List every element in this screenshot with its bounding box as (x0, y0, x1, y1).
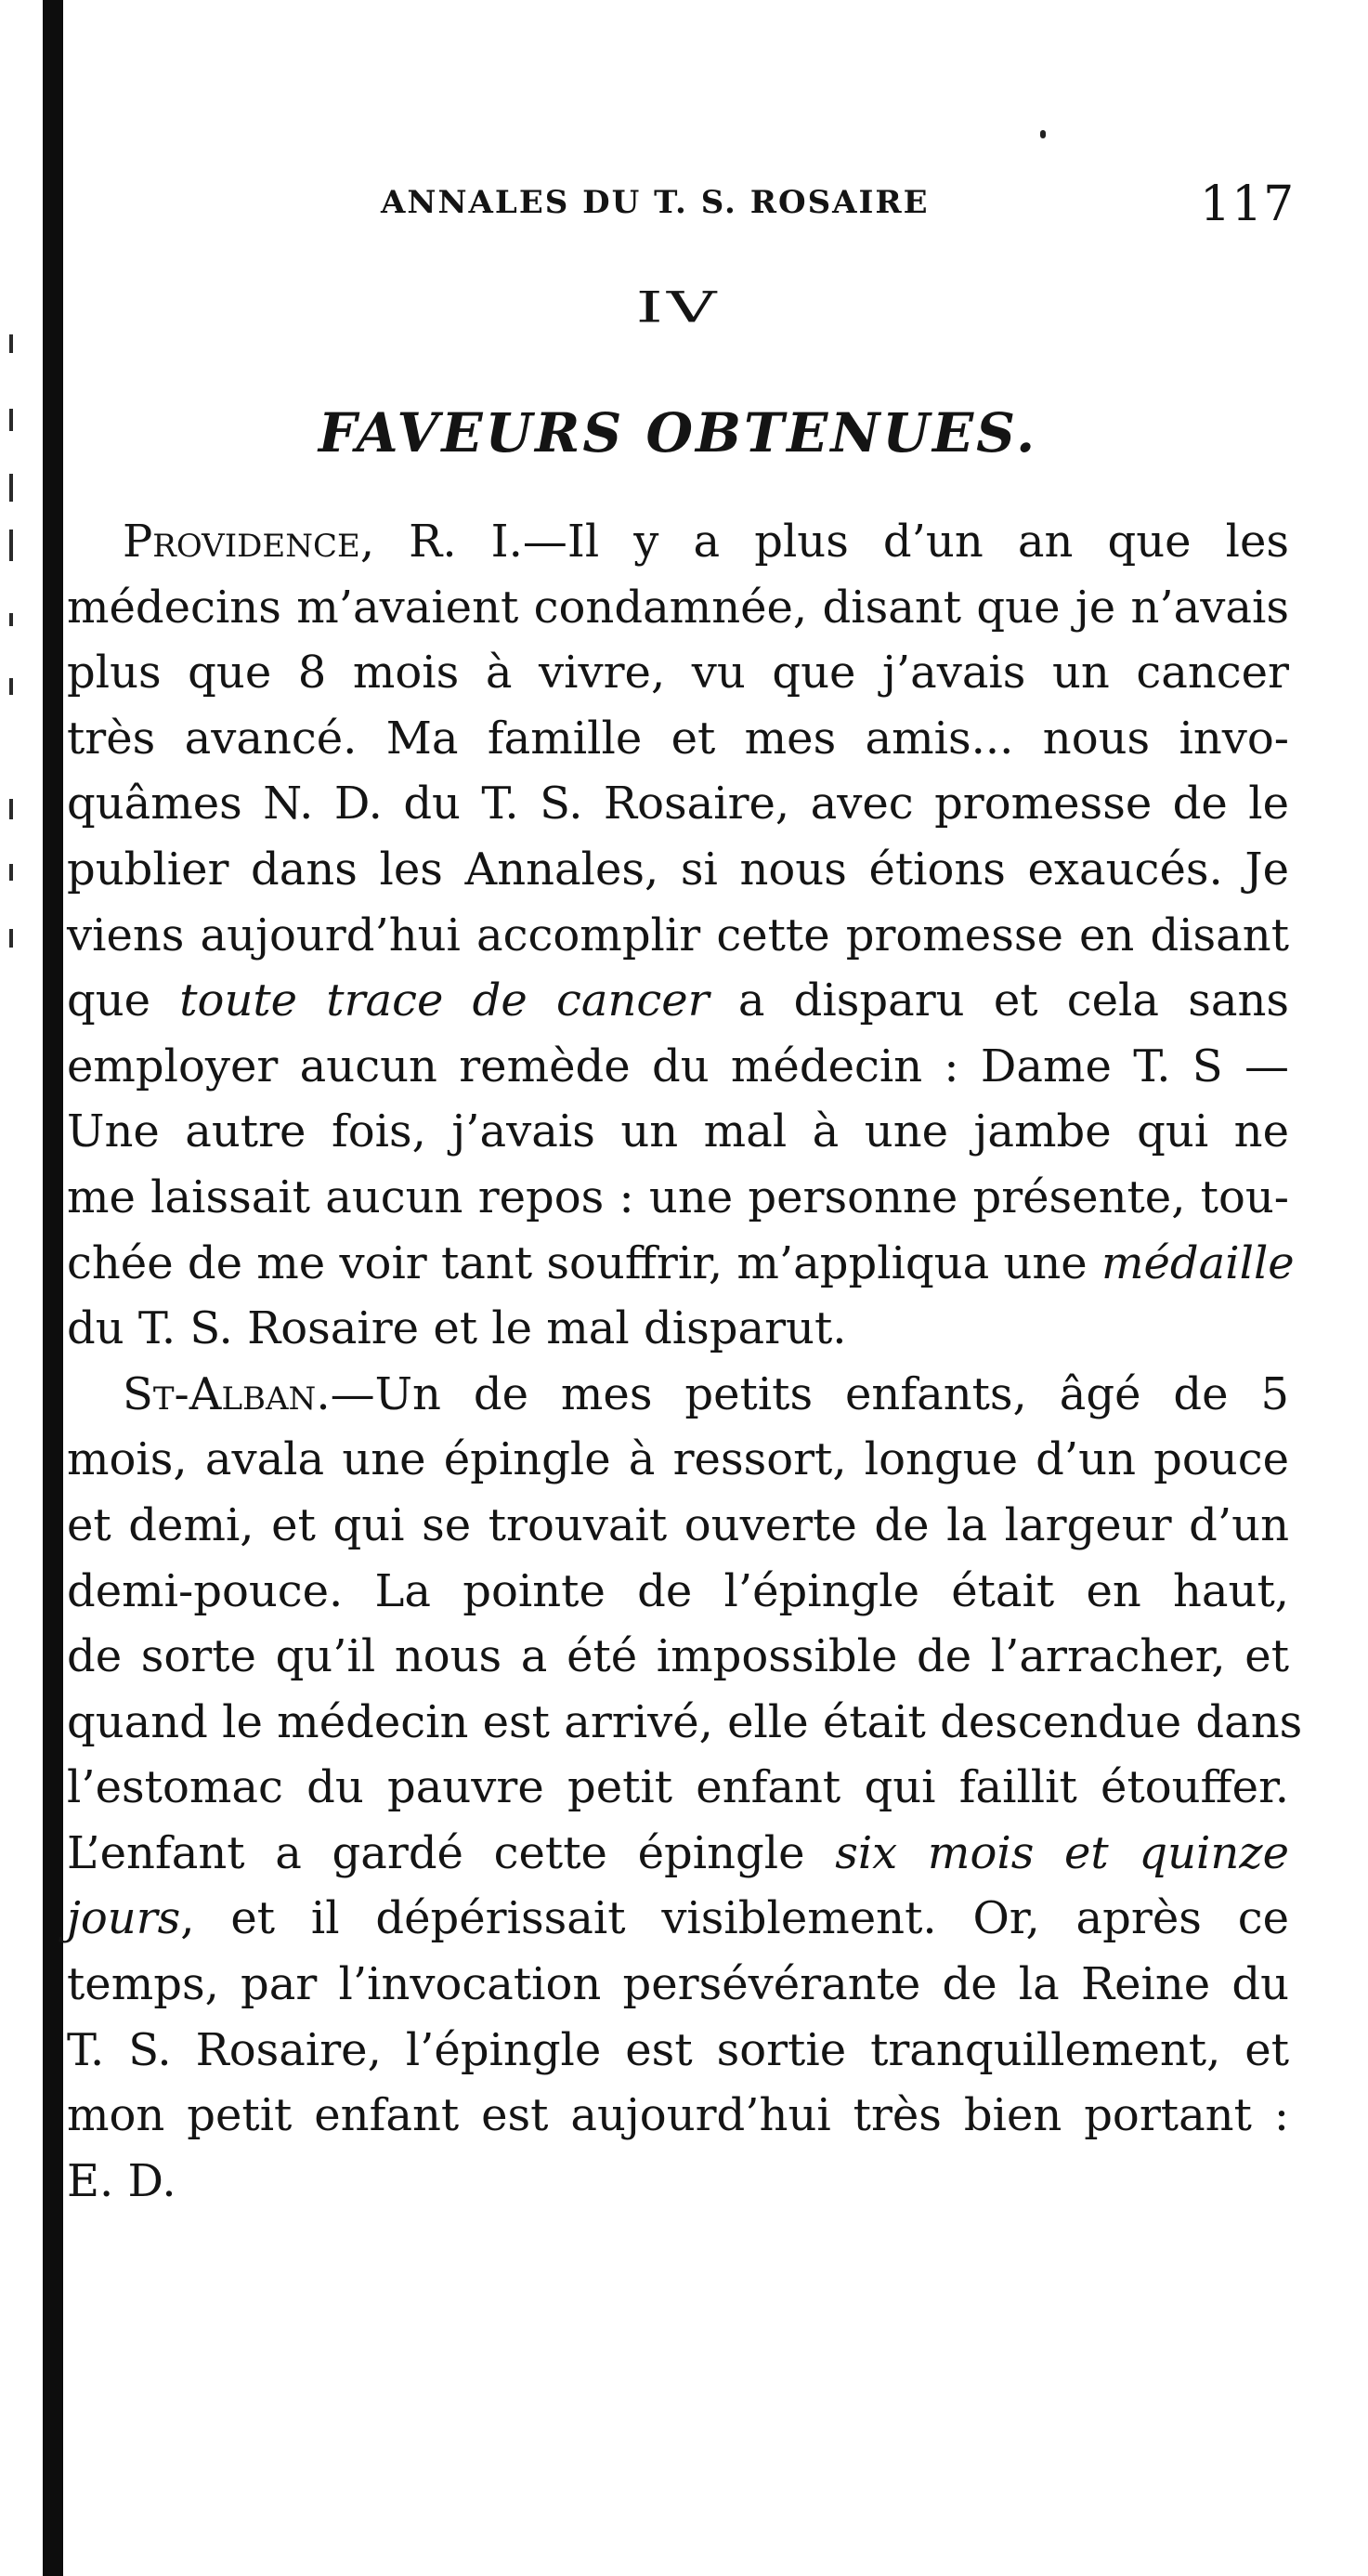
print-speck (1040, 130, 1046, 138)
page-number: 117 (1200, 177, 1296, 232)
text-line: quâmes N. D. du T. S. Rosaire, avec promesse de le (67, 778, 1289, 830)
binding-margin-marks (0, 0, 43, 2576)
text-line: L’enfant a gardé cette épingle six mois et quinze (67, 1826, 1290, 1879)
text-line: médecins m’avaient condamnée, disant que je n’avais (67, 581, 1289, 634)
text-line: St-Alban.—Un de mes petits enfants, âgé de 5 (123, 1367, 1289, 1420)
place-name: St-Alban (123, 1367, 317, 1420)
place-name: Providence (123, 516, 360, 568)
signature-initials: E. D. (67, 2154, 176, 2207)
text-line: me laissait aucun repos : une personne présente, tou- (67, 1170, 1289, 1223)
article-body (67, 509, 1303, 2214)
text-line: que toute trace de cancer a disparu et cela sans (67, 974, 1289, 1027)
text-line: T. S. Rosaire, l’épingle est sortie tranquillement, et (67, 2023, 1289, 2076)
text-line: viens aujourd’hui accomplir cette promesse en disant (67, 909, 1289, 961)
book-page (56, 0, 1303, 2576)
text-line: publier dans les Annales, si nous étions exaucés. Je (67, 843, 1289, 896)
text-line: temps, par l’invocation persévérante de la Reine du (67, 1958, 1289, 2011)
text-line: chée de me voir tant souffrir, m’appliqua une médaille (67, 1236, 1295, 1289)
text-line: employer aucun remède du médecin : Dame T. S — (67, 1040, 1289, 1092)
running-header-title: ANNALES DU T. S. ROSAIRE (381, 184, 930, 221)
text-line: quand le médecin est arrivé, elle était descendue dans (67, 1695, 1303, 1748)
text-line: l’estomac du pauvre petit enfant qui faillit étouffer. (67, 1761, 1289, 1814)
text-line: Providence, R. I.—Il y a plus d’un an que les (123, 516, 1289, 568)
text-line: demi-pouce. La pointe de l’épingle était en haut, (67, 1564, 1289, 1617)
text-line: plus que 8 mois à vivre, vu que j’avais un cancer (67, 647, 1289, 700)
italic-phrase: six mois et quinze (835, 1826, 1290, 1879)
text-line: du T. S. Rosaire et le mal disparut. (67, 1302, 847, 1355)
text-line: très avancé. Ma famille et mes amis... nous invo- (67, 712, 1289, 765)
italic-phrase: jours (67, 1892, 181, 1945)
text-line: de sorte qu’il nous a été impossible de l’arracher, et (67, 1630, 1289, 1683)
text-line: mois, avala une épingle à ressort, longue d’un pouce (67, 1433, 1289, 1486)
italic-phrase: médaille (1101, 1236, 1295, 1289)
section-title: FAVEURS OBTENUES. (318, 401, 1038, 464)
text-line: jours, et il dépérissait visiblement. Or, après ce (67, 1892, 1289, 1945)
section-number: IV (635, 282, 721, 333)
text-line: Une autre fois, j’avais un mal à une jambe qui ne (67, 1105, 1289, 1158)
italic-phrase: toute trace de cancer (179, 974, 710, 1027)
text-line: et demi, et qui se trouvait ouverte de la largeur d’un (67, 1498, 1289, 1551)
text-line: mon petit enfant est aujourd’hui très bien portant : (67, 2089, 1289, 2142)
